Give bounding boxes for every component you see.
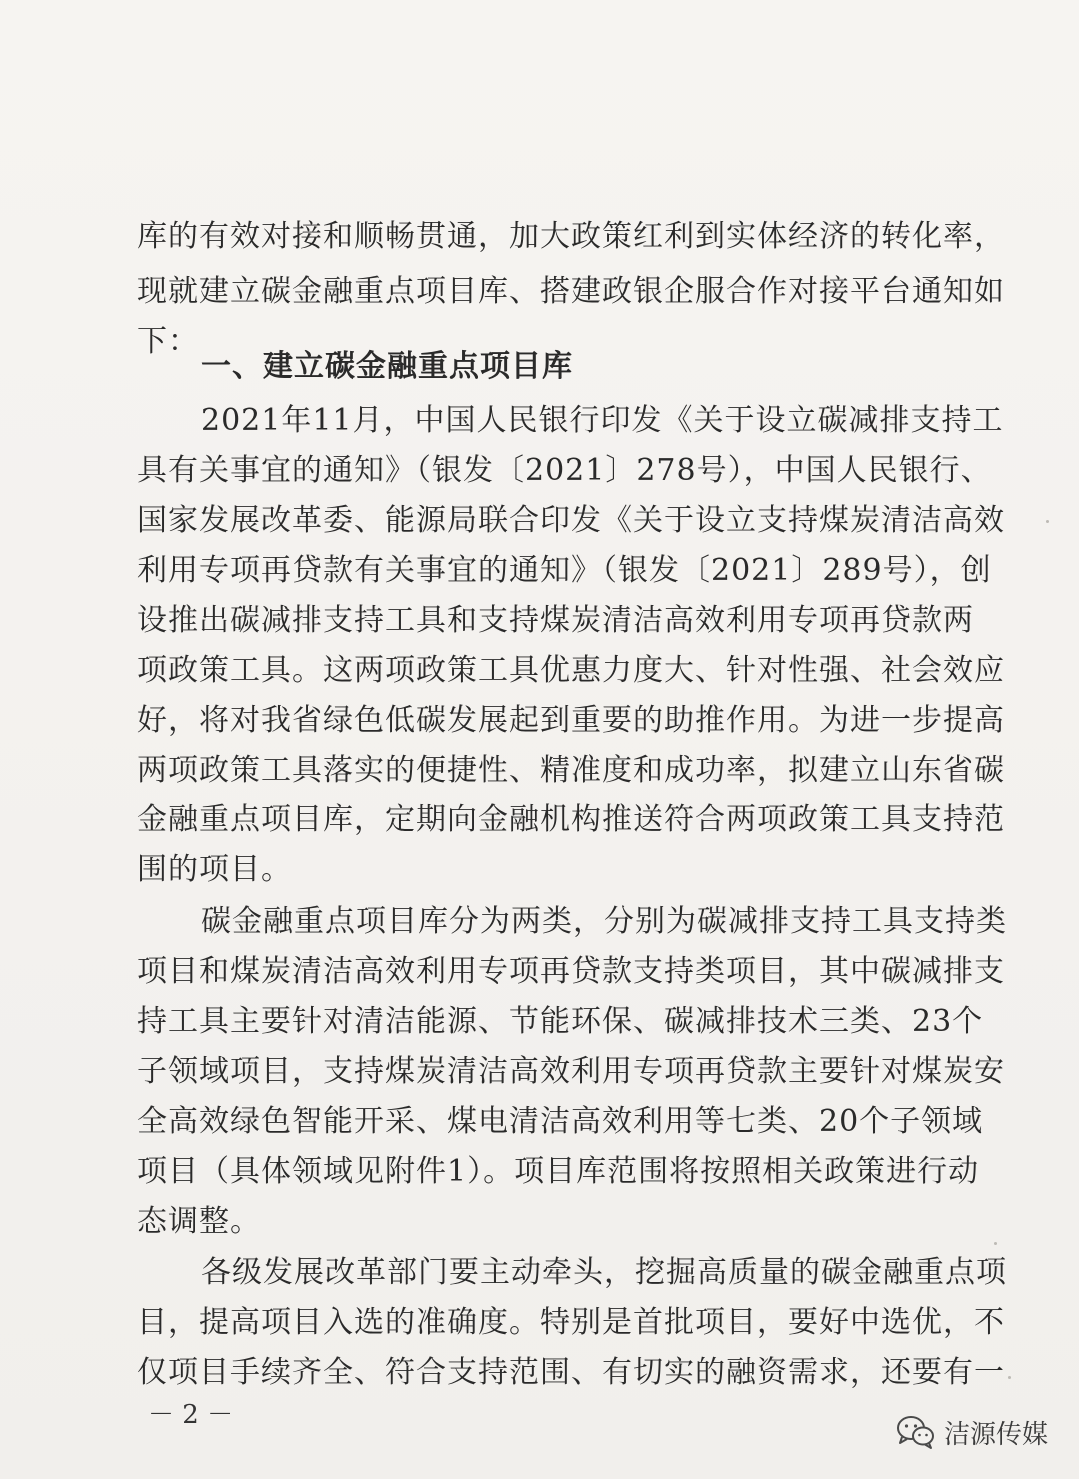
paragraph-line: 金融重点项目库，定期向金融机构推送符合两项政策工具支持范	[137, 802, 1005, 837]
paragraph-line: 利用专项再贷款有关事宜的通知》（银发〔2021〕289号），创	[137, 553, 992, 588]
paragraph-line: 全高效绿色智能开采、煤电清洁高效利用等七类、20个子领域	[137, 1104, 984, 1139]
paragraph-line: 项目（具体领域见附件1）。项目库范围将按照相关政策进行动	[137, 1154, 980, 1189]
body-line: 库的有效对接和顺畅贯通，加大政策红利到实体经济的转化率，	[137, 219, 1005, 254]
paragraph-line: 仅项目手续齐全、符合支持范围、有切实的融资需求，还要有一	[137, 1355, 1005, 1390]
paragraph-line: 项目和煤炭清洁高效利用专项再贷款支持类项目，其中碳减排支	[137, 954, 1005, 989]
paragraph-line: 碳金融重点项目库分为两类，分别为碳减排支持工具支持类	[201, 904, 1007, 939]
paragraph-line: 好，将对我省绿色低碳发展起到重要的助推作用。为进一步提高	[137, 703, 1005, 738]
watermark-text: 洁源传媒	[944, 1419, 1049, 1450]
paragraph-line: 国家发展改革委、能源局联合印发《关于设立支持煤炭清洁高效	[137, 503, 1005, 538]
paragraph-line: 项政策工具。这两项政策工具优惠力度大、针对性强、社会效应	[137, 653, 1005, 688]
paragraph-line: 具有关事宜的通知》（银发〔2021〕278号），中国人民银行、	[137, 453, 992, 488]
paragraph-line: 子领域项目，支持煤炭清洁高效利用专项再贷款主要针对煤炭安	[137, 1054, 1005, 1089]
section-heading: 一、建立碳金融重点项目库	[201, 349, 573, 384]
watermark	[896, 1412, 1048, 1452]
paragraph-line: 各级发展改革部门要主动牵头，挖掘高质量的碳金融重点项	[201, 1255, 1007, 1290]
scan-speck	[994, 1242, 997, 1245]
paragraph-line: 设推出碳减排支持工具和支持煤炭清洁高效利用专项再贷款两	[137, 603, 974, 638]
scan-speck	[1008, 1376, 1011, 1379]
paragraph-line: 持工具主要针对清洁能源、节能环保、碳减排技术三类、23个	[137, 1004, 984, 1039]
page-number: － 2 －	[148, 1400, 234, 1430]
paragraph-line: 态调整。	[137, 1204, 261, 1239]
scan-speck	[1046, 520, 1049, 523]
paragraph-line: 目，提高项目入选的准确度。特别是首批项目，要好中选优，不	[137, 1305, 1005, 1340]
paragraph-line: 两项政策工具落实的便捷性、精准度和成功率，拟建立山东省碳	[137, 753, 1005, 788]
wechat-icon	[896, 1414, 936, 1450]
body-line: 现就建立碳金融重点项目库、搭建政银企服合作对接平台通知如	[137, 274, 1005, 309]
paragraph-line: 围的项目。	[137, 852, 292, 887]
body-line: 下：	[137, 324, 199, 359]
paragraph-line: 2021年11月，中国人民银行印发《关于设立碳减排支持工	[201, 403, 1004, 438]
